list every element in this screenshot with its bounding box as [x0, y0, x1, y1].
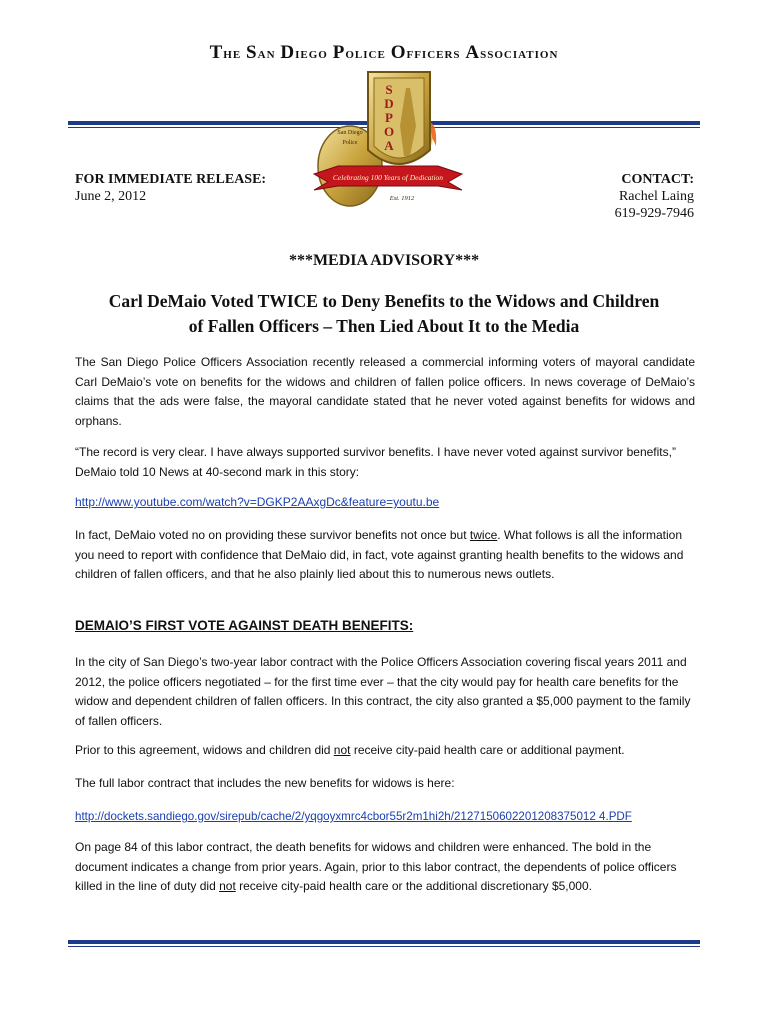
paragraph-intro: The San Diego Police Officers Association recently released a commercial informing voters of mayoral candidate Carl DeMaio’s vote on benefits for the widows and children of fallen police officers. In news coverage of DeMaio’s claims that the ads were false, the mayoral candidate stated that he never voted against benefits for widows and orphans.	[75, 355, 695, 428]
crest-ribbon-text: Celebrating 100 Years of Dedication	[332, 173, 444, 182]
org-title-part: P	[332, 42, 346, 63]
section-heading-first-vote: DEMAIO’S FIRST VOTE AGAINST DEATH BENEFITS:	[75, 618, 414, 633]
org-title-part: ssociation	[480, 45, 559, 62]
paragraph-full-contract: The full labor contract that includes the new benefits for widows is here:	[75, 776, 455, 790]
contact-block	[615, 171, 694, 222]
org-title-part: iego	[295, 45, 333, 62]
sdpoa-crest-logo	[298, 66, 478, 216]
youtube-link[interactable]: http://www.youtube.com/watch?v=DGKP2AAxgDc&feature=youtu.be	[75, 495, 440, 509]
emphasis-not: not	[333, 743, 351, 757]
paragraph-text: . What follows is all the information you need to report with confidence that DeMaio did, in fact, vote against granting health benefits to the widows and children of fallen officers, and that he also plainly lied about this to numerous news outlets.	[75, 528, 684, 581]
org-title-part: an	[257, 45, 281, 62]
press-release-headline	[60, 289, 708, 339]
contract-link-line	[75, 807, 695, 827]
paragraph-text: On page 84 of this labor contract, the death benefits for widows and children were enhanced. The bold in the document indicates a change from prior years. Again, prior to this labor contract, the dependents of police officers killed in the line of duty did	[75, 840, 677, 893]
org-title-part: olice	[345, 45, 391, 62]
crest-badge-mid: Police	[342, 140, 358, 146]
footer-rule	[68, 940, 700, 947]
org-title-part: S	[246, 42, 258, 63]
paragraph-quote: “The record is very clear. I have always supported survivor benefits. I have never voted against survivor benefits,” DeMaio told 10 News at 40-second mark in this story:	[75, 445, 676, 479]
media-advisory-heading: ***MEDIA ADVISORY***	[288, 252, 480, 269]
org-title-part: he	[223, 45, 247, 62]
contract-pdf-link[interactable]: http://dockets.sandiego.gov/sirepub/cache/2/yqgoyxmrc4cbor55r2m1hi2h/2127150602201208375012 4.PDF	[75, 810, 632, 823]
crest-badge-top: San Diego	[337, 130, 363, 136]
org-title-part: A	[465, 42, 481, 63]
paragraph-text: Prior to this agreement, widows and children did	[75, 743, 334, 757]
emphasis-not: not	[219, 879, 236, 893]
release-label: FOR IMMEDIATE RELEASE:	[75, 172, 267, 187]
headline-line-2: of Fallen Officers – Then Lied About It to the Media	[188, 316, 580, 336]
crest-est: Est. 1912	[389, 195, 415, 202]
paragraph-text: receive city-paid health care or additional payment.	[350, 743, 625, 757]
paragraph-text: receive city-paid health care or the additional discretionary $5,000.	[235, 879, 592, 893]
paragraph-prior-agreement	[75, 741, 695, 761]
paragraph-labor-contract: In the city of San Diego’s two-year labor contract with the Police Officers Association covering fiscal years 2011 and 2012, the police officers negotiated – for the first time ever – that the city would pay for health care benefits for the widow and dependent children of fallen officers. In this contract, the city also granted a $5,000 payment to the family of fallen officers.	[75, 655, 691, 728]
org-title-part: D	[280, 42, 296, 63]
paragraph-voted-twice	[75, 526, 695, 585]
contact-label: CONTACT:	[621, 172, 694, 187]
org-title-part: T	[209, 42, 224, 63]
paragraph-page-84	[75, 838, 695, 897]
organization-title	[0, 42, 768, 64]
contact-name: Rachel Laing	[618, 189, 694, 204]
org-title-part: fficers	[406, 45, 466, 62]
headline-line-1: Carl DeMaio Voted TWICE to Deny Benefits to the Widows and Children	[108, 291, 660, 311]
emphasis-twice: twice	[469, 528, 498, 542]
release-block	[75, 171, 266, 205]
release-date: June 2, 2012	[75, 189, 147, 204]
crest-letters: S D P O A	[383, 82, 395, 153]
paragraph-text: In fact, DeMaio voted no on providing these survivor benefits not once but	[75, 528, 470, 542]
youtube-link-line	[75, 493, 695, 513]
contact-phone: 619-929-7946	[614, 206, 694, 221]
org-title-part: O	[390, 42, 407, 63]
